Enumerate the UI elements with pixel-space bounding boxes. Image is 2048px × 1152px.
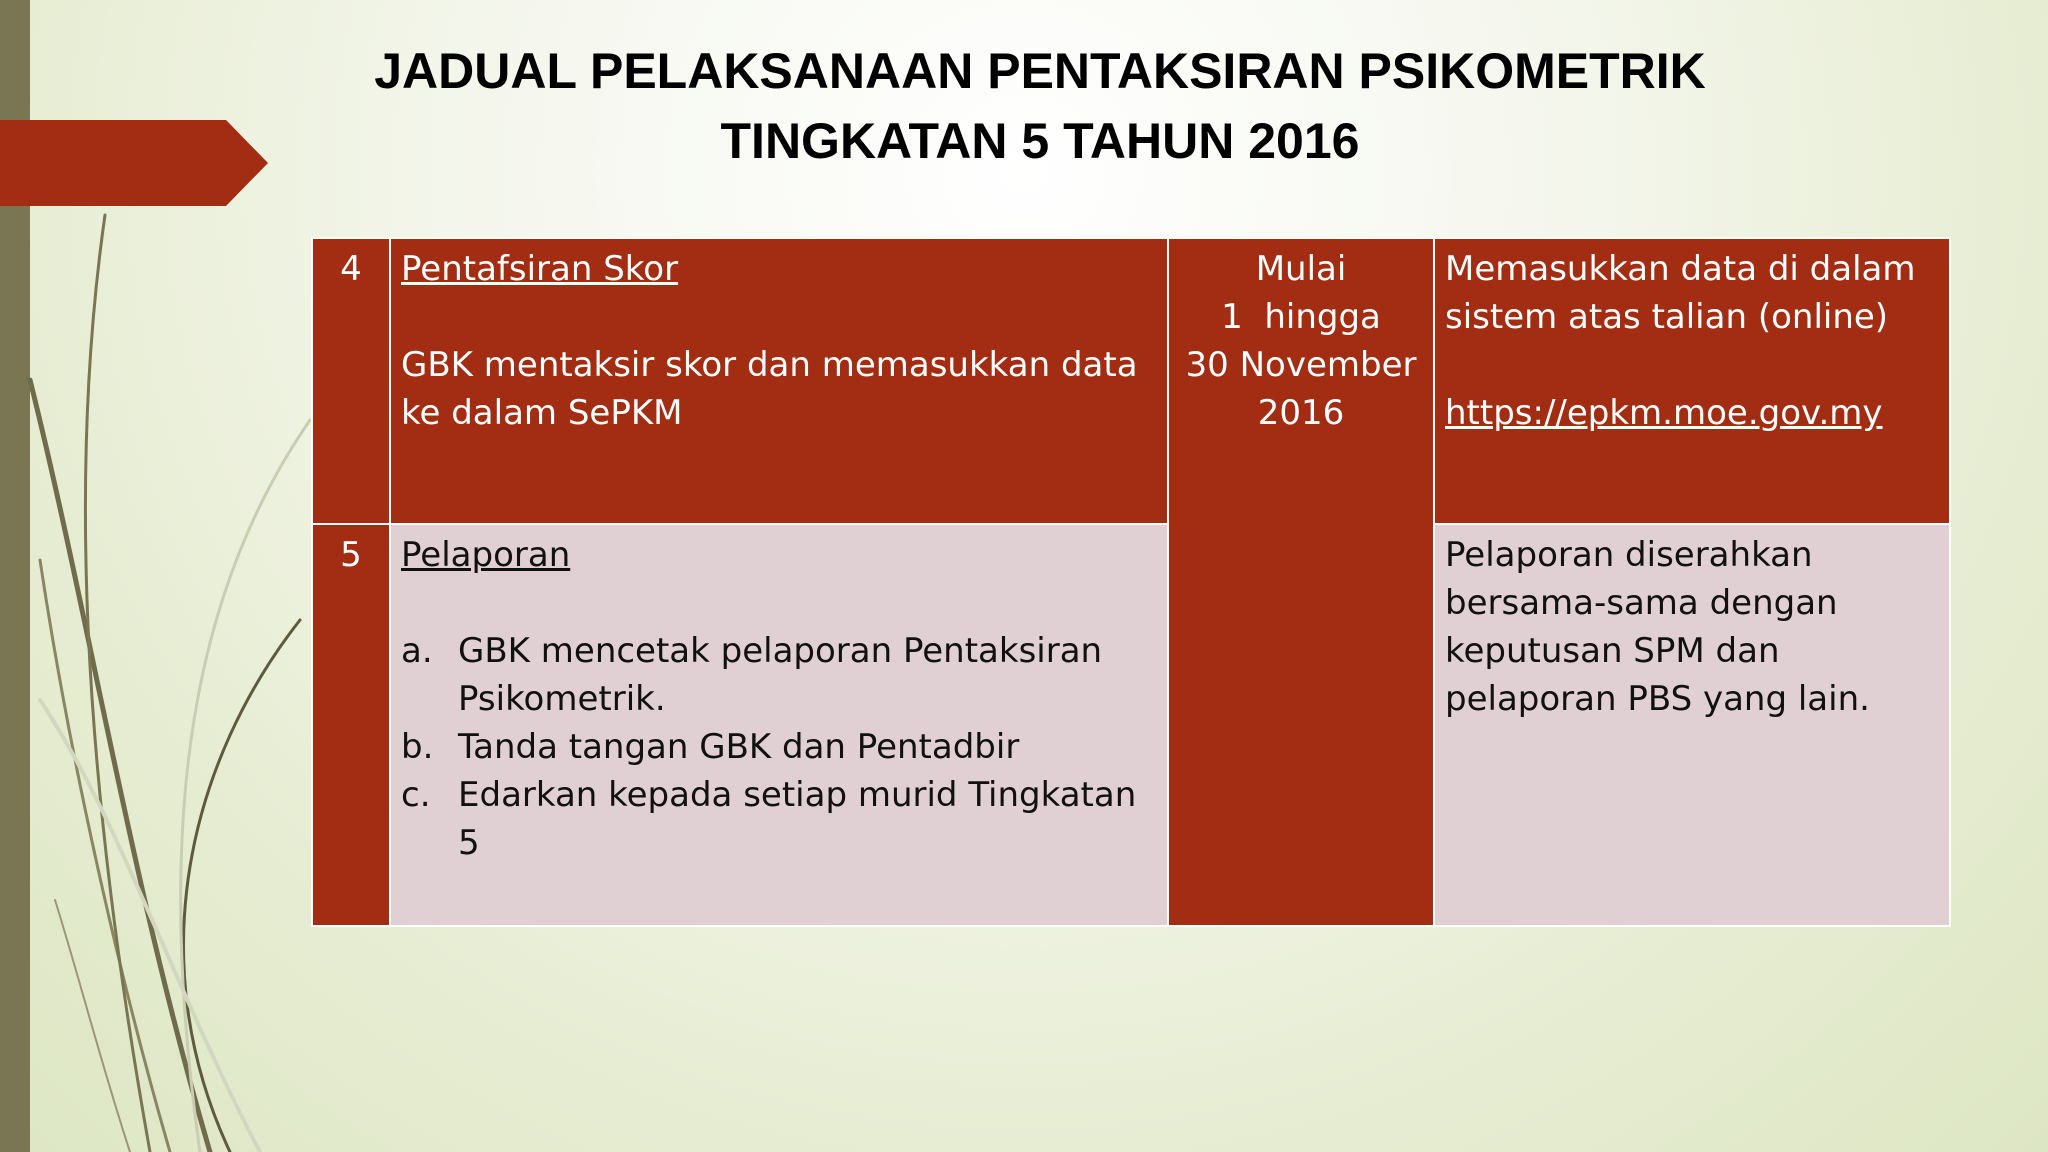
activity-cell (390, 524, 1168, 926)
activity-heading: Pentafsiran Skor (401, 249, 679, 289)
activity-cell (390, 238, 1168, 524)
title-arrow-shape (0, 120, 270, 206)
activity-text: GBK mentaksir skor dan memasukkan data ke dalam SePKM (401, 345, 1138, 433)
list-marker: a. (401, 631, 433, 671)
date-line: Mulai (1255, 249, 1347, 289)
table-row (312, 524, 1950, 926)
note-cell (1434, 238, 1950, 524)
activity-heading: Pelaporan (401, 535, 571, 575)
list-item (401, 627, 1157, 723)
list-marker: b. (401, 727, 434, 767)
schedule-table (311, 237, 1951, 927)
list-item (401, 771, 1157, 867)
slide-title (300, 36, 1780, 176)
list-item-text: Edarkan kepada setiap murid Tingkatan 5 (458, 775, 1137, 863)
list-item-text: Tanda tangan GBK dan Pentadbir (458, 727, 1020, 767)
row-number: 5 (312, 524, 390, 926)
date-line: 1 hingga (1221, 297, 1381, 337)
date-line: 2016 (1257, 393, 1345, 433)
date-line: 30 November (1185, 345, 1417, 385)
note-text: Pelaporan diserahkan bersama-sama dengan keputusan SPM dan pelaporan PBS yang lain. (1445, 535, 1870, 719)
list-item (401, 723, 1157, 771)
title-line-2: TINGKATAN 5 TAHUN 2016 (720, 113, 1360, 169)
title-line-1: JADUAL PELAKSANAAN PENTAKSIRAN PSIKOMETRIK (374, 43, 1706, 99)
epkm-link[interactable]: https://epkm.moe.gov.my (1445, 393, 1883, 433)
row-number: 4 (312, 238, 390, 524)
list-item-text: GBK mencetak pelaporan Pentaksiran Psikometrik. (458, 631, 1103, 719)
activity-list (401, 627, 1157, 867)
note-text: Memasukkan data di dalam sistem atas talian (online) (1445, 249, 1916, 337)
table-row (312, 238, 1950, 524)
list-marker: c. (401, 775, 431, 815)
note-cell (1434, 524, 1950, 926)
date-cell (1168, 238, 1434, 926)
